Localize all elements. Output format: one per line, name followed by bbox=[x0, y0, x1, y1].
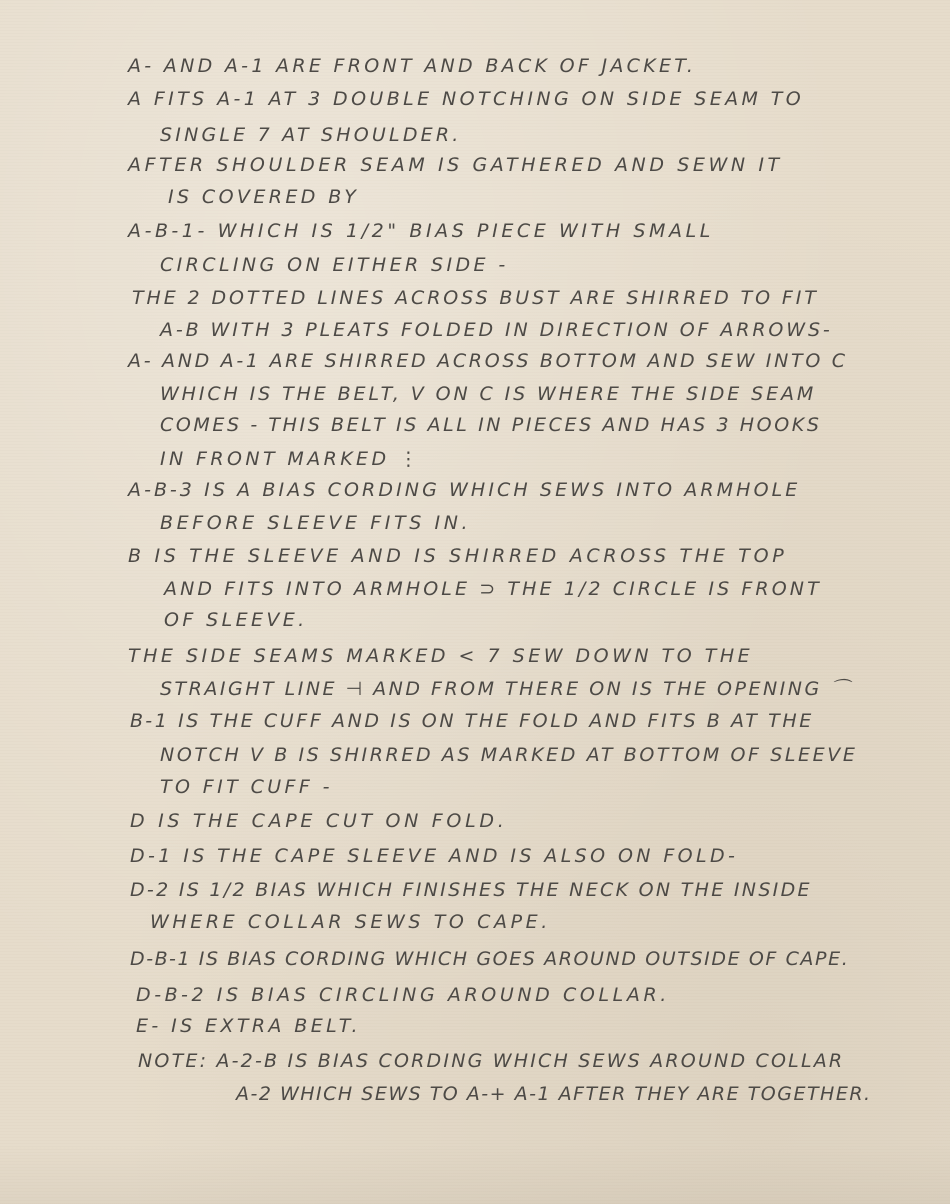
note-line: A-2 WHICH SEWS TO A-+ A-1 AFTER THEY ARE TOGETHER. bbox=[236, 1083, 872, 1105]
note-line: IS COVERED BY bbox=[168, 186, 360, 208]
note-line: A FITS A-1 AT 3 DOUBLE NOTCHING ON SIDE SEAM TO bbox=[128, 88, 805, 110]
note-line: D-B-1 IS BIAS CORDING WHICH GOES AROUND OUTSIDE OF CAPE. bbox=[130, 948, 850, 970]
note-line: D-B-2 IS BIAS CIRCLING AROUND COLLAR. bbox=[136, 984, 670, 1006]
note-line: IN FRONT MARKED ⋮ bbox=[160, 448, 422, 470]
note-line: AND FITS INTO ARMHOLE ⊃ THE 1/2 CIRCLE IS FRONT bbox=[164, 578, 822, 600]
note-line: D IS THE CAPE CUT ON FOLD. bbox=[130, 810, 508, 832]
note-line: A- AND A-1 ARE SHIRRED ACROSS BOTTOM AND SEW INTO C bbox=[128, 350, 848, 372]
note-line: COMES - THIS BELT IS ALL IN PIECES AND HAS 3 HOOKS bbox=[160, 414, 822, 436]
note-line: A- AND A-1 ARE FRONT AND BACK OF JACKET. bbox=[128, 55, 697, 77]
note-line: THE SIDE SEAMS MARKED < 7 SEW DOWN TO THE bbox=[128, 645, 754, 667]
note-line: TO FIT CUFF - bbox=[160, 776, 333, 798]
note-line: E- IS EXTRA BELT. bbox=[136, 1015, 361, 1037]
note-line: CIRCLING ON EITHER SIDE - bbox=[160, 254, 509, 276]
note-line: SINGLE 7 AT SHOULDER. bbox=[160, 124, 462, 146]
note-line: NOTCH V B IS SHIRRED AS MARKED AT BOTTOM OF SLEEVE bbox=[160, 744, 858, 766]
paper-shadow bbox=[0, 1144, 950, 1204]
note-line: B IS THE SLEEVE AND IS SHIRRED ACROSS THE TOP bbox=[128, 545, 788, 567]
note-line: NOTE: A-2-B IS BIAS CORDING WHICH SEWS AROUND COLLAR bbox=[138, 1050, 845, 1072]
note-line: WHERE COLLAR SEWS TO CAPE. bbox=[150, 911, 551, 933]
note-line: D-2 IS 1/2 BIAS WHICH FINISHES THE NECK ON THE INSIDE bbox=[130, 879, 812, 901]
note-line: A-B-1- WHICH IS 1/2" BIAS PIECE WITH SMALL bbox=[128, 220, 714, 242]
note-line: WHICH IS THE BELT, V ON C IS WHERE THE SIDE SEAM bbox=[160, 383, 817, 405]
note-line: AFTER SHOULDER SEAM IS GATHERED AND SEWN IT bbox=[128, 154, 783, 176]
note-line: A-B-3 IS A BIAS CORDING WHICH SEWS INTO ARMHOLE bbox=[128, 479, 801, 501]
note-line: THE 2 DOTTED LINES ACROSS BUST ARE SHIRRED TO FIT bbox=[132, 287, 819, 309]
note-line: D-1 IS THE CAPE SLEEVE AND IS ALSO ON FOLD- bbox=[130, 845, 739, 867]
note-line: A-B WITH 3 PLEATS FOLDED IN DIRECTION OF ARROWS- bbox=[160, 319, 833, 341]
note-line: OF SLEEVE. bbox=[164, 609, 308, 631]
note-line: BEFORE SLEEVE FITS IN. bbox=[160, 512, 472, 534]
note-line: STRAIGHT LINE ⊣ AND FROM THERE ON IS THE OPENING ⌒ bbox=[160, 678, 852, 700]
note-line: B-1 IS THE CUFF AND IS ON THE FOLD AND FITS B AT THE bbox=[130, 710, 814, 732]
